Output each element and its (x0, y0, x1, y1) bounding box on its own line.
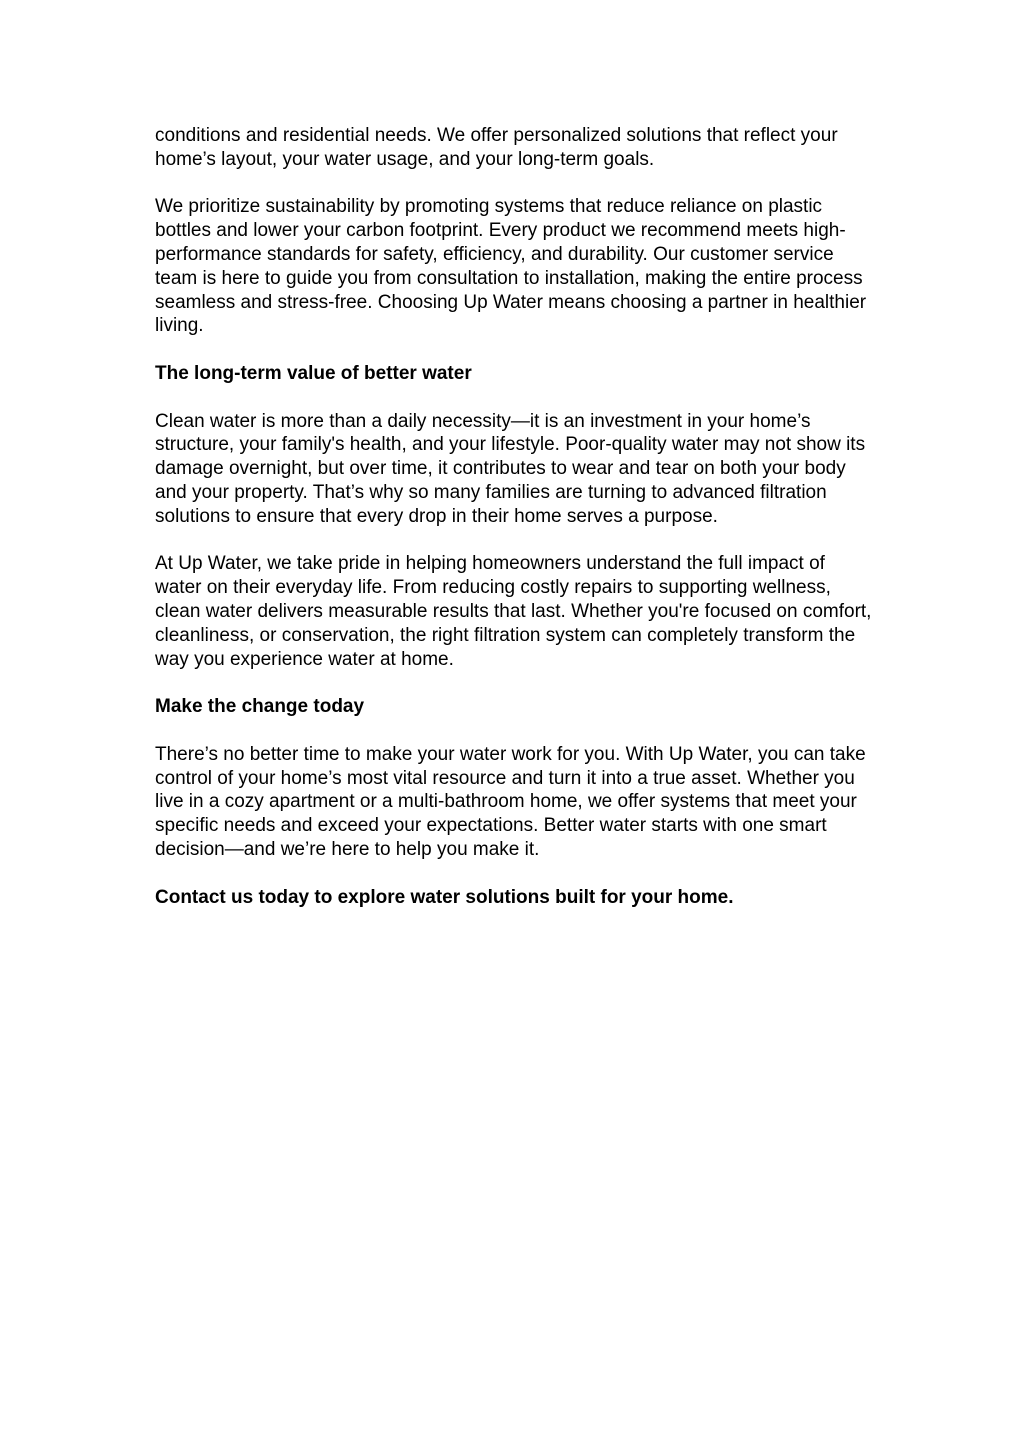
document-body (155, 124, 875, 933)
section-heading: The long-term value of better water (155, 362, 472, 384)
body-paragraph: Clean water is more than a daily necessity—it is an investment in your home’s structure, your family's health, and your lifestyle. Poor-quality water may not show its damage overnight, but over time, it contributes to wear and tear on both your body and your property. That’s why so many families are turning to advanced filtration solutions to ensure that every drop in their home serves a purpose. (155, 410, 866, 527)
call-to-action: Contact us today to explore water solutions built for your home. (155, 886, 734, 908)
body-paragraph: At Up Water, we take pride in helping homeowners understand the full impact of water on their everyday life. From reducing costly repairs to supporting wellness, clean water delivers measurable results that last. Whether you're focused on comfort, cleanliness, or conservation, the right filtration system can completely transform the way you experience water at home. (155, 553, 872, 670)
body-paragraph: We prioritize sustainability by promoting systems that reduce reliance on plastic bottles and lower your carbon footprint. Every product we recommend meets high-performance standards for safety, efficiency, and durability. Our customer service team is here to guide you from consultation to installation, making the entire process seamless and stress-free. Choosing Up Water means choosing a partner in healthier living. (155, 196, 867, 337)
body-paragraph: conditions and residential needs. We offer personalized solutions that reflect your home’s layout, your water usage, and your long-term goals. (155, 125, 838, 170)
body-paragraph: There’s no better time to make your water work for you. With Up Water, you can take control of your home’s most vital resource and turn it into a true asset. Whether you live in a cozy apartment or a multi-bathroom home, we offer systems that meet your specific needs and exceed your expectations. Better water starts with one smart decision—and we’re here to help you make it. (155, 743, 866, 860)
section-heading: Make the change today (155, 696, 365, 718)
